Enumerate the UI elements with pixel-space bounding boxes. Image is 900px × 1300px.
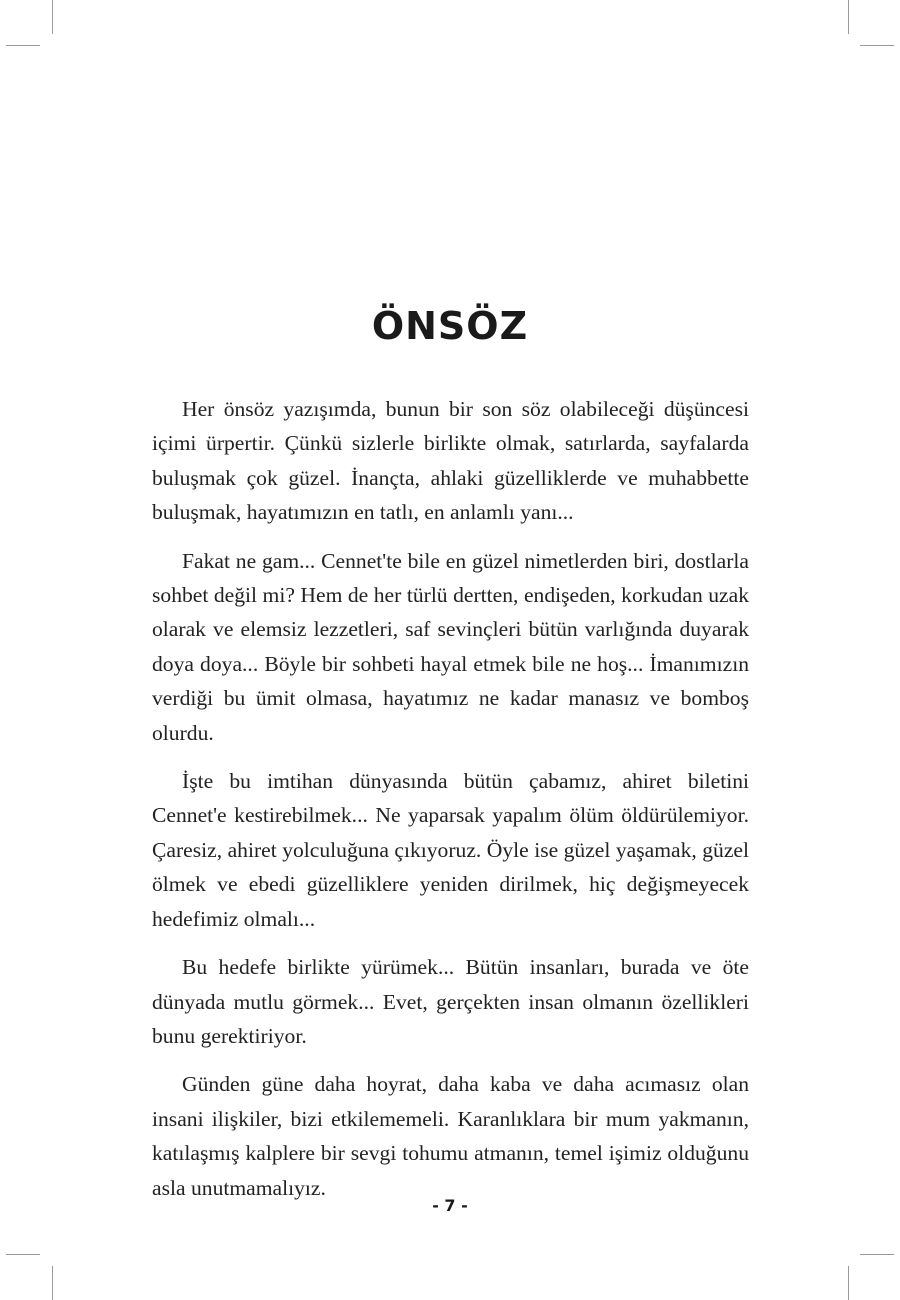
crop-mark-bottom-right-horizontal xyxy=(860,1254,894,1255)
crop-mark-bottom-left-vertical xyxy=(52,1266,53,1300)
page-number: - 7 - xyxy=(432,1196,468,1215)
crop-mark-top-left-vertical xyxy=(52,0,53,34)
page-title: ÖNSÖZ xyxy=(371,304,529,348)
crop-mark-top-right-horizontal xyxy=(860,45,894,46)
crop-mark-top-left-horizontal xyxy=(6,45,40,46)
crop-mark-bottom-left-horizontal xyxy=(6,1254,40,1255)
crop-mark-bottom-right-vertical xyxy=(848,1266,849,1300)
crop-mark-top-right-vertical xyxy=(848,0,849,34)
body-text xyxy=(152,392,749,1219)
paragraph: Bu hedefe birlikte yürümek... Bütün insanları, burada ve öte dünyada mutlu görmek... Evet, gerçekten insan olmanın özellikleri bunu gerektiriyor. xyxy=(152,955,749,1048)
paragraph: Her önsöz yazışımda, bunun bir son söz olabileceği düşüncesi içimi ürpertir. Çünkü sizlerle birlikte olmak, satırlarda, sayfalarda buluşmak çok güzel. İnançta, ahlaki güzelliklerde ve muhabbette buluşmak, hayatımızın en tatlı, en anlamlı yanı... xyxy=(152,397,749,525)
paragraph: Günden güne daha hoyrat, daha kaba ve daha acımasız olan insani ilişkiler, bizi etkilememeli. Karanlıklara bir mum yakmanın, katılaşmış kalplere bir sevgi tohumu atmanın, temel işimiz olduğunu asla unutmamalıyız. xyxy=(152,1072,749,1200)
paragraph: Fakat ne gam... Cennet'te bile en güzel nimetlerden biri, dostlarla sohbet değil mi? Hem de her türlü dertten, endişeden, korkudan uzak olarak ve elemsiz lezzetleri, saf sevinçleri bütün varlığında duyarak doya doya... Böyle bir sohbeti hayal etmek bile ne hoş... İmanımızın verdiği bu ümit olmasa, hayatımız ne kadar manasız ve bomboş olurdu. xyxy=(152,548,749,745)
paragraph: İşte bu imtihan dünyasında bütün çabamız, ahiret biletini Cennet'e kestirebilmek... Ne yaparsak yapalım ölüm öldürülemiyor. Çaresiz, ahiret yolculuğuna çıkıyoruz. Öyle ise güzel yaşamak, güzel ölmek ve ebedi güzelliklere yeniden dirilmek, hiç değişmeyecek hedefimiz olmalı... xyxy=(152,769,749,931)
